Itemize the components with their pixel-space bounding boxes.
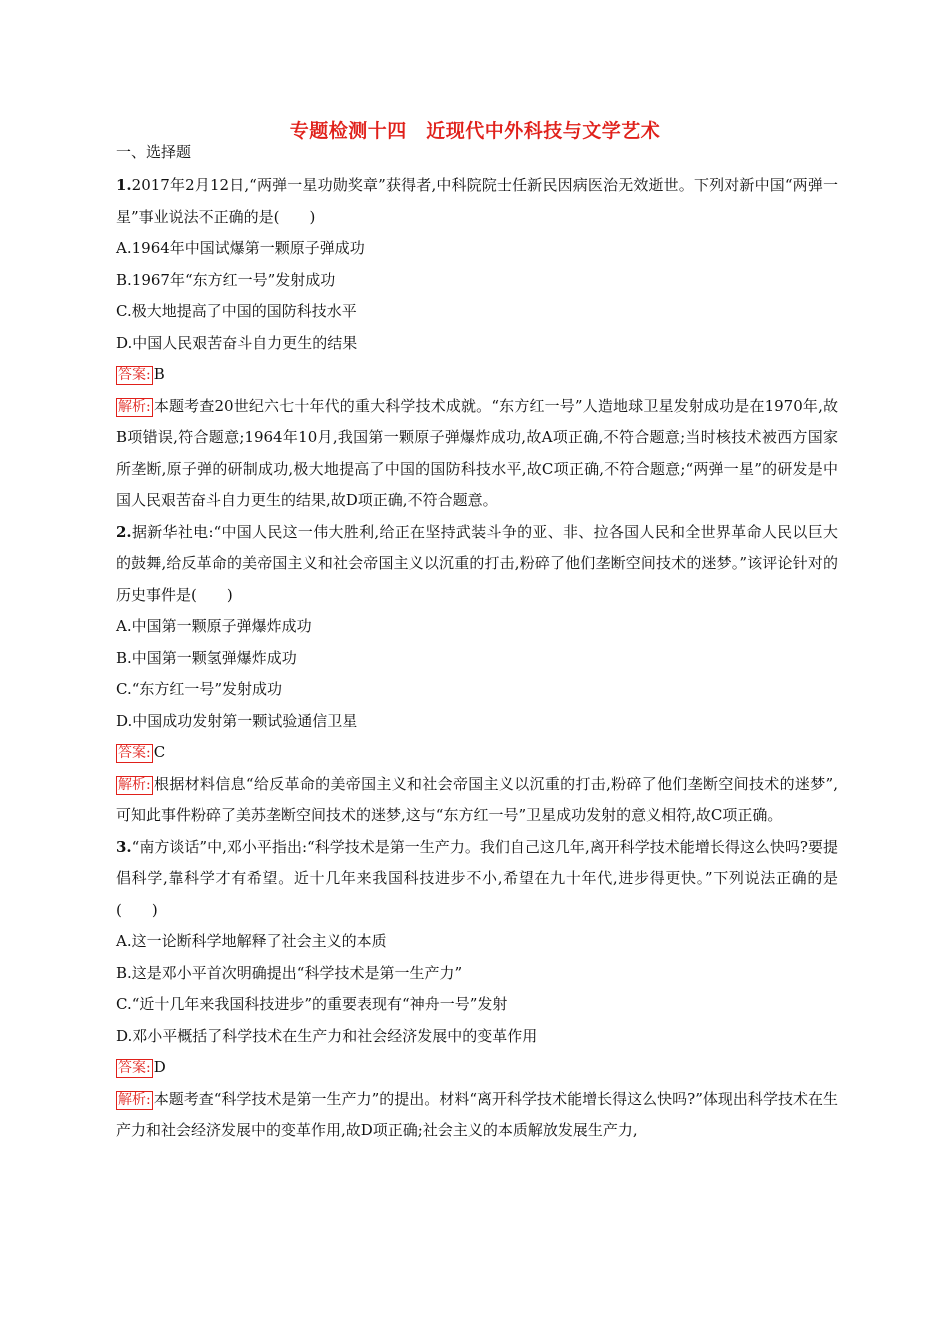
- question-stem: [116, 832, 838, 927]
- answer-tag: 答案:: [118, 1060, 151, 1076]
- question-3: [116, 832, 838, 1147]
- option-c: C.“东方红一号”发射成功: [116, 680, 283, 698]
- option-c: C.极大地提高了中国的国防科技水平: [116, 302, 357, 320]
- option-d: D.邓小平概括了科学技术在生产力和社会经济发展中的变革作用: [116, 1026, 538, 1045]
- option-b: B.这是邓小平首次明确提出“科学技术是第一生产力”: [116, 963, 463, 982]
- option-a: A.这一论断科学地解释了社会主义的本质: [116, 932, 387, 950]
- answer-tag: 答案:: [118, 745, 151, 761]
- answer-value: D: [153, 1058, 166, 1076]
- analysis-tag: 解析:: [118, 398, 151, 415]
- document-title: 专题检测十四 近现代中外科技与文学艺术: [289, 120, 661, 142]
- question-text: 2017年2月12日,“两弹一星功勋奖章”获得者,中科院院士任新民因病医治无效逝世。下列对新中国“两弹一星”事业说法不正确的是( ): [116, 176, 838, 226]
- answer-value: B: [153, 365, 165, 383]
- analysis-text: 根据材料信息“给反革命的美帝国主义和社会帝国主义以沉重的打击,粉碎了他们垄断空间技术的迷梦”,可知此事件粉碎了美苏垄断空间技术的迷梦,这与“东方红一号”卫星成功发射的意义相符,故C项正确。: [116, 774, 838, 824]
- option-d: D.中国人民艰苦奋斗自力更生的结果: [116, 333, 358, 352]
- option-b: B.中国第一颗氢弹爆炸成功: [116, 648, 297, 667]
- question-1: [116, 170, 838, 517]
- analysis-text: 本题考查20世纪六七十年代的重大科学技术成就。“东方红一号”人造地球卫星发射成功是在1970年,故B项错误,符合题意;1964年10月,我国第一颗原子弹爆炸成功,故A项正确,不符合题意;当时核技术被西方国家所垄断,原子弹的研制成功,极大地提高了中国的国防科技水平,故C项正确,不符合题意;“两弹一星”的研发是中国人民艰苦奋斗自力更生的结果,故D项正确,不符合题意。: [116, 396, 838, 509]
- analysis-paragraph: [116, 391, 838, 517]
- answer-tag: 答案:: [118, 367, 151, 383]
- question-2: [116, 517, 838, 832]
- question-stem: [116, 170, 838, 233]
- answer-line: [116, 359, 838, 391]
- answer-line: [116, 737, 838, 769]
- analysis-tag: 解析:: [118, 776, 151, 793]
- question-list: [116, 170, 838, 1147]
- question-number: 2.: [116, 522, 132, 541]
- question-number: 3.: [116, 837, 132, 856]
- section-heading: 一、选择题: [116, 143, 192, 161]
- option-c: C.“近十几年来我国科技进步”的重要表现有“神舟一号”发射: [116, 995, 508, 1013]
- question-text: 据新华社电:“中国人民这一伟大胜利,给正在坚持武装斗争的亚、非、拉各国人民和全世界革命人民以巨大的鼓舞,给反革命的美帝国主义和社会帝国主义以沉重的打击,粉碎了他们垄断空间技术的迷梦。”该评论针对的历史事件是( ): [116, 522, 838, 604]
- analysis-paragraph: [116, 769, 838, 832]
- analysis-text: 本题考查“科学技术是第一生产力”的提出。材料“离开科学技术能增长得这么快吗?”体现出科学技术在生产力和社会经济发展中的变革作用,故D项正确;社会主义的本质解放发展生产力,: [116, 1089, 838, 1139]
- option-a: A.1964年中国试爆第一颗原子弹成功: [116, 239, 365, 257]
- question-text: “南方谈话”中,邓小平指出:“科学技术是第一生产力。我们自己这几年,离开科学技术能增长得这么快吗?要提倡科学,靠科学才有希望。近十几年来我国科技进步不小,希望在九十年代,进步得更快。”下列说法正确的是( ): [116, 837, 838, 919]
- answer-line: [116, 1052, 838, 1084]
- analysis-paragraph: [116, 1084, 838, 1147]
- analysis-tag: 解析:: [118, 1091, 151, 1108]
- option-b: B.1967年“东方红一号”发射成功: [116, 270, 336, 289]
- question-number: 1.: [116, 176, 132, 194]
- option-d: D.中国成功发射第一颗试验通信卫星: [116, 711, 358, 730]
- question-stem: [116, 517, 838, 612]
- option-a: A.中国第一颗原子弹爆炸成功: [116, 617, 312, 635]
- answer-value: C: [153, 743, 166, 761]
